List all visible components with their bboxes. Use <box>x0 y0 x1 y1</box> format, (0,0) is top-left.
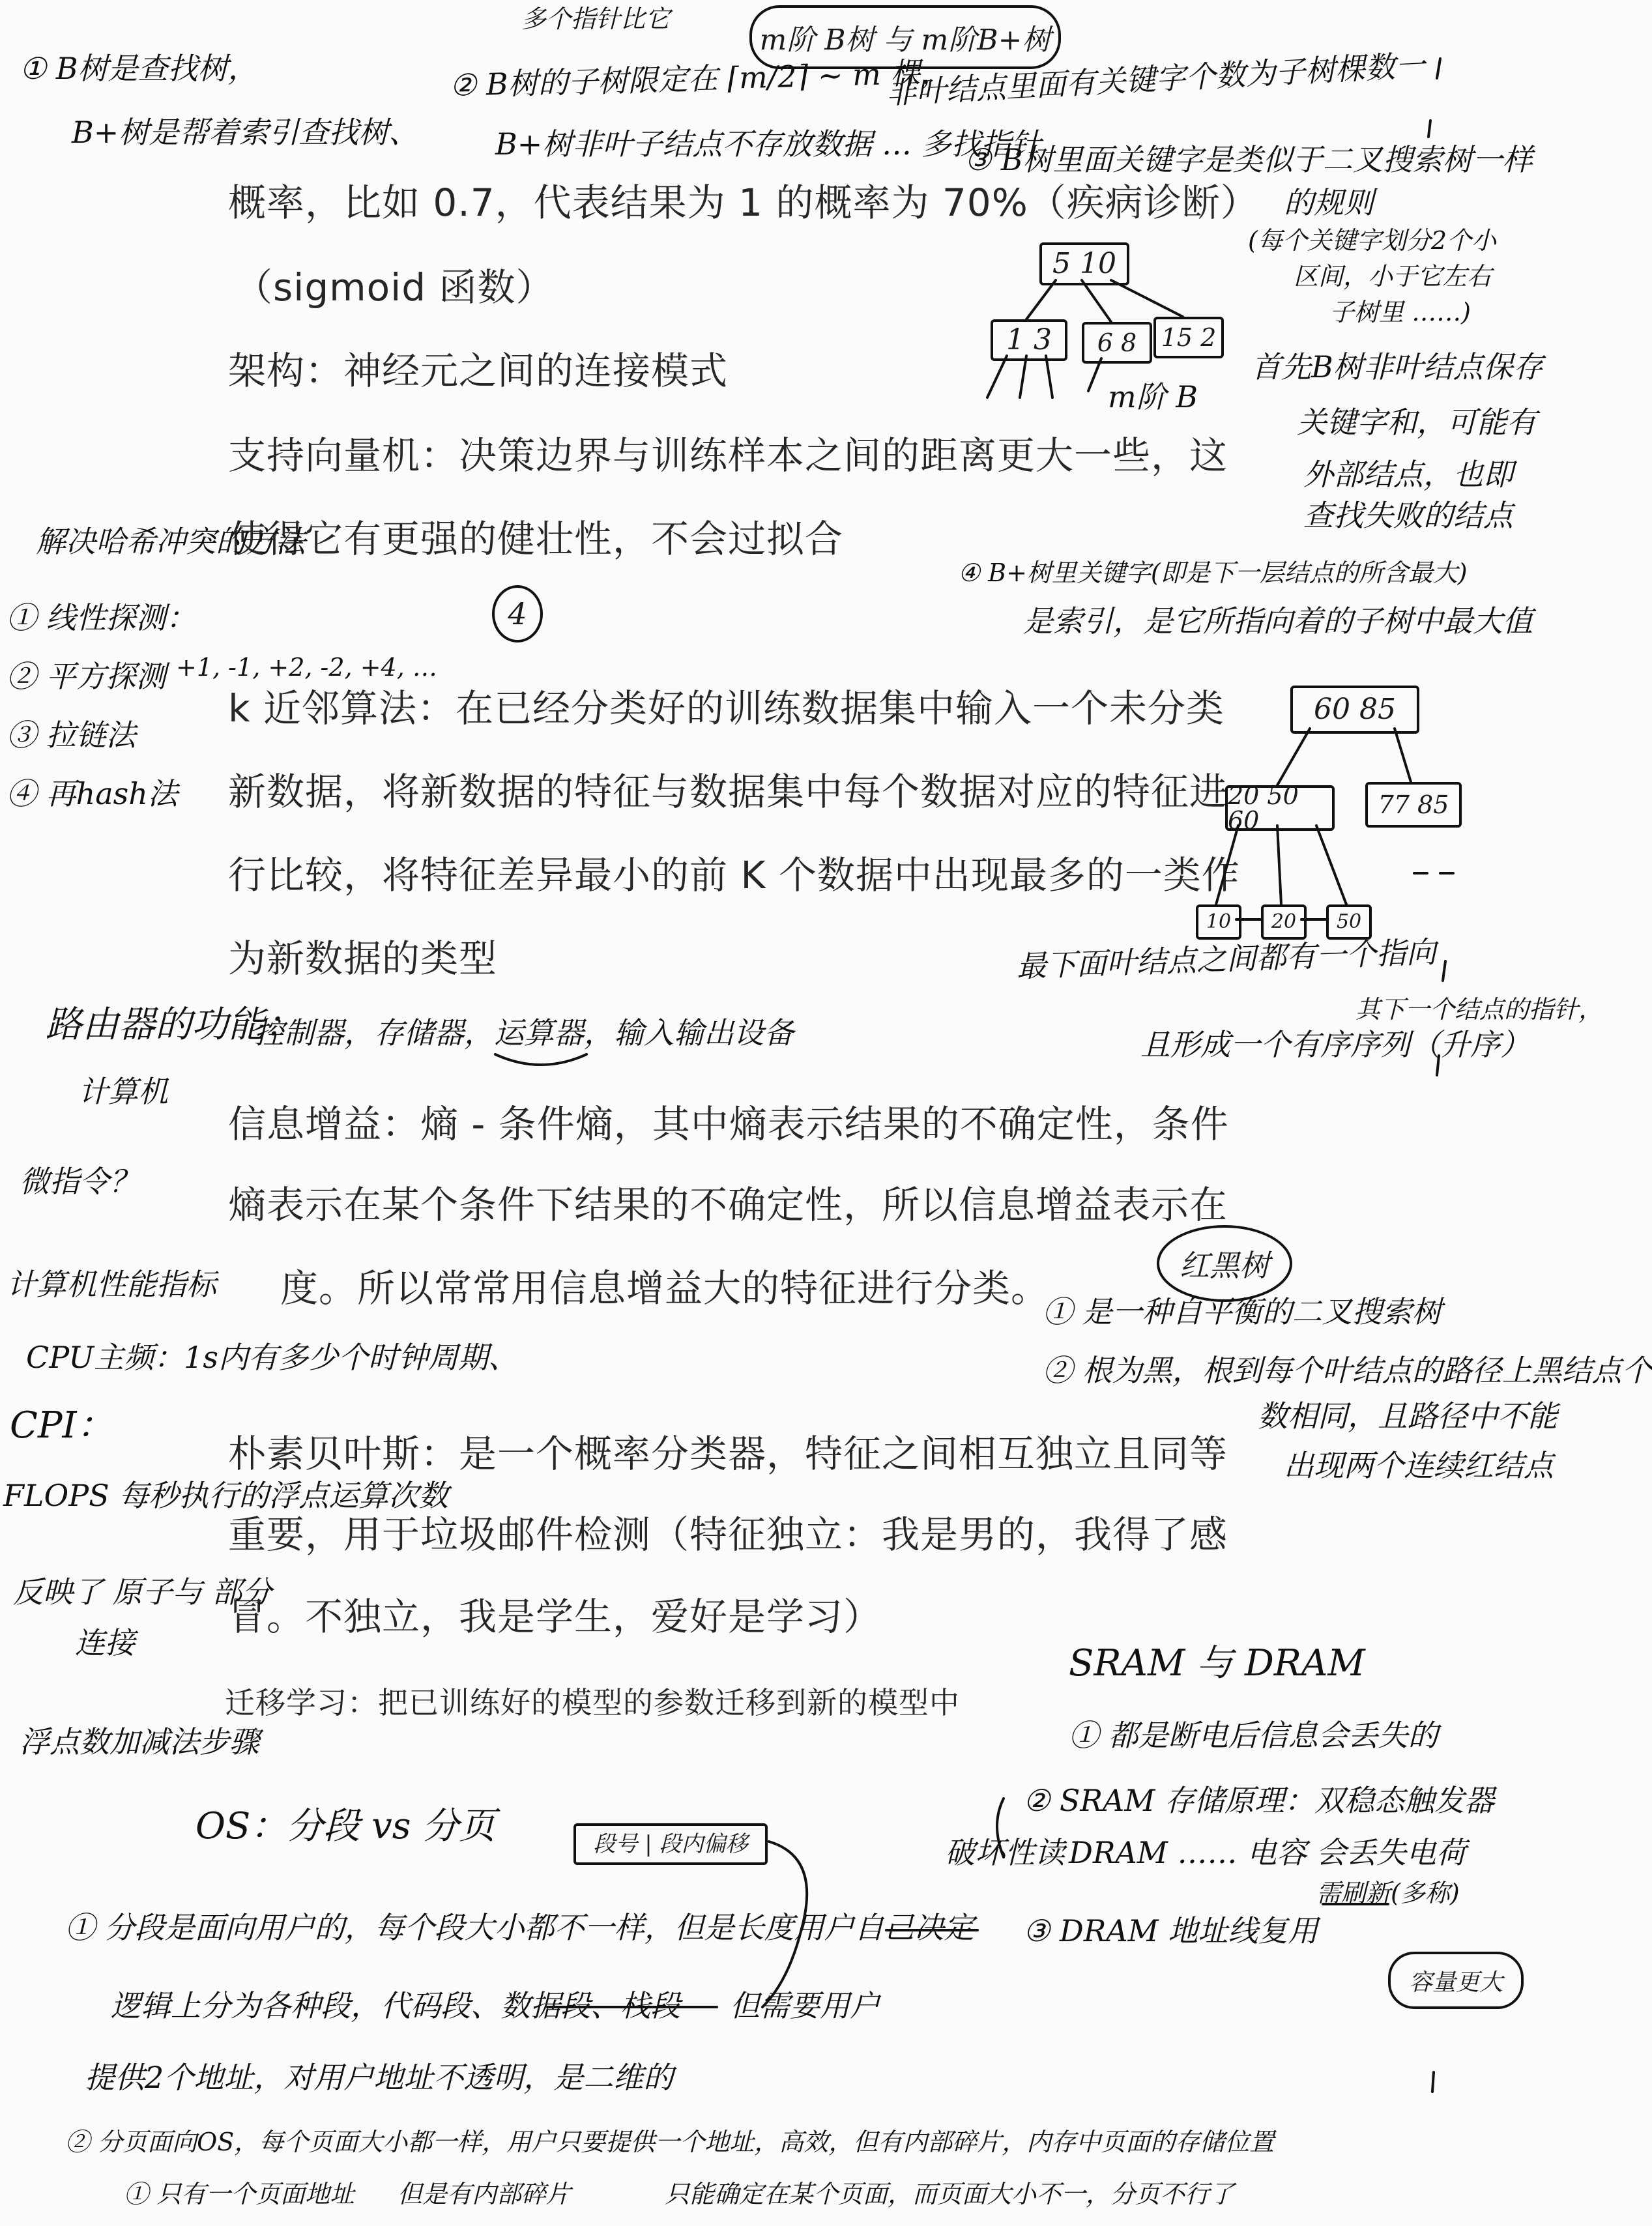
hw-hash-square: ② 平方探测 <box>7 659 166 694</box>
printed-line-svm-1: 支持向量机：决策边界与训练样本之间的距离更大一些，这 <box>228 433 1228 478</box>
hw-sram-1: ① 都是断电后信息会丢失的 <box>1069 1718 1438 1753</box>
printed-line-knn-1: k 近邻算法：在已经分类好的训练数据集中输入一个未分类 <box>228 686 1225 730</box>
hw-rbt-title: 红黑树 <box>1157 1225 1292 1302</box>
printed-line-architecture: 架构：神经元之间的连接模式 <box>228 349 729 393</box>
hw-os-segment-4: 提供2个地址，对用户地址不透明，是二维的 <box>85 2060 674 2095</box>
hw-cpu-frequency: CPU主频：1s内有多少个时钟周期、 <box>26 1340 518 1375</box>
hw-os-page-4: 只能确定在某个页面，而页面大小不一，分页不行了 <box>665 2180 1235 2208</box>
hw-btree-leaf-note-1: 首先B树非叶结点保存 <box>1251 349 1543 384</box>
hw-sram-2: ② SRAM 存储原理：双稳态触发器 <box>1023 1783 1494 1818</box>
hw-perf-metrics: 计算机性能指标 <box>7 1267 216 1302</box>
hw-btree-leaf-note-2: 关键字和，可能有 <box>1297 405 1537 440</box>
hw-hash-chain: ③ 拉链法 <box>7 717 136 753</box>
hw-float-add: 浮点数加减法步骤 <box>20 1724 259 1759</box>
hw-circled-title: m阶 B树 与 m阶B+树 <box>749 5 1061 69</box>
hw-rule-word: 的规则 <box>1284 185 1374 220</box>
hw-sram-note: 破坏性读 <box>945 1835 1065 1870</box>
hw-btree-1: ① B树是查找树， <box>20 51 258 86</box>
hw-keyword-range-2: 区间，小于它左右 <box>1294 262 1492 291</box>
hw-sram-title: SRAM 与 DRAM <box>1069 1642 1365 1684</box>
hw-caption-pointers: 多个指针比它 <box>521 5 671 33</box>
btree-node-right: 15 2 <box>1153 317 1224 358</box>
hw-bplus-leaf-link-2: 其下一个结点的指针， <box>1355 995 1604 1024</box>
hw-sram-3: DRAM …… 电容 会丢失电荷 <box>1069 1835 1466 1870</box>
printed-line-knn-4: 为新数据的类型 <box>228 936 498 981</box>
printed-line-naive-bayes-3: 冒。不独立，我是学生，爱好是学习） <box>228 1595 882 1639</box>
hw-btree-2: B+树是帮着索引查找树、 <box>72 115 419 150</box>
hw-hash-rehash: ④ 再hash法 <box>7 776 178 811</box>
hw-rbt-4: 出现两个连续红结点 <box>1284 1448 1554 1483</box>
hw-os-segment-2: 逻辑上分为各种段，代码段、数据段、栈段 <box>111 1988 680 2023</box>
hw-os-address-box: 段号 | 段内偏移 <box>573 1823 768 1865</box>
bplus-leaf-2: 20 <box>1261 904 1307 940</box>
printed-line-naive-bayes-2: 重要，用于垃圾邮件检测（特征独立：我是男的，我得了感 <box>228 1512 1228 1557</box>
hw-os-page-2: ① 只有一个页面地址 <box>124 2180 355 2208</box>
btree-root-node: 5 10 <box>1039 242 1129 285</box>
printed-line-transfer-learning: 迁移学习：把已训练好的模型的参数迁移到新的模型中 <box>225 1685 960 1720</box>
printed-line-sigmoid: （sigmoid 函数） <box>235 265 555 310</box>
hw-cpi: CPI： <box>10 1404 113 1447</box>
hw-rbt-2: ② 根为黑，根到每个叶结点的路径上黑结点个 <box>1043 1353 1652 1388</box>
printed-line-knn-3: 行比较，将特征差异最小的前 K 个数据中出现最多的一类作 <box>228 853 1240 897</box>
bplus-leaf-3: 50 <box>1326 904 1372 940</box>
printed-line-knn-2: 新数据，将新数据的特征与数据集中每个数据对应的特征进 <box>228 770 1228 814</box>
hw-btree-leaf-note-3: 外部结点，也即 <box>1303 457 1513 492</box>
hw-router-components: 控制器，存储器，运算器，输入输出设备 <box>254 1015 794 1050</box>
hw-sram-4: 需刷新(多称) <box>1316 1879 1460 1907</box>
hw-btree-leaf-note-4: 查找失败的结点 <box>1303 498 1513 533</box>
hw-cpi-note-2: 连接 <box>75 1625 135 1660</box>
printed-line-svm-2: 使得它有更强的健壮性，不会过拟合 <box>228 517 844 561</box>
hw-rbt-3: 数相同，且路径中不能 <box>1258 1398 1558 1434</box>
hw-bplus-keyword-1: ④ B+树里关键字(即是下一层结点的所含最大) <box>958 558 1468 587</box>
printed-line-naive-bayes-1: 朴素贝叶斯：是一个概率分类器，特征之间相互独立且同等 <box>228 1432 1228 1476</box>
hw-bplus-leaf-link-3: 且形成一个有序序列（升序） <box>1140 1027 1530 1062</box>
hw-keyword-count: 非叶结点里面有关键字个数为子树棵数一 <box>885 47 1427 111</box>
hw-flops: FLOPS 每秒执行的浮点运算次数 <box>3 1478 449 1513</box>
hw-os-segment-3: 但需要用户 <box>730 1988 880 2023</box>
hw-bplus-leaf-link-1: 最下面叶结点之间都有一个指向 <box>1016 934 1437 984</box>
hw-bplus-keyword-2: 是索引，是它所指向着的子树中最大值 <box>1023 603 1533 639</box>
hw-rbt-1: ① 是一种自平衡的二叉搜索树 <box>1043 1294 1442 1329</box>
hw-btree-bst-rule: ③ B树里面关键字是类似于二叉搜索树一样 <box>964 142 1533 177</box>
printed-line-info-gain-1: 信息增益：熵 - 条件熵，其中熵表示结果的不确定性，条件 <box>228 1102 1229 1146</box>
hw-bplus-nonleaf: B+树非叶子结点不存放数据 … 多找指针 <box>495 126 1041 162</box>
hw-square-sequence: +1, -1, +2, -2, +4, … <box>176 653 437 682</box>
hw-sram-5: ③ DRAM 地址线复用 <box>1023 1913 1318 1948</box>
bplus-node-right: 77 85 <box>1365 782 1462 828</box>
hw-os-page-1: ② 分页面向OS，每个页面大小都一样，用户只要提供一个地址，高效，但有内部碎片，内存中页面的存储位置 <box>65 2128 1275 2156</box>
bplus-root-node: 60 85 <box>1290 686 1419 734</box>
hw-circled-four: 4 <box>492 585 543 643</box>
hw-hash-linear: ① 线性探测： <box>7 600 196 635</box>
btree-node-mid: 6 8 <box>1082 322 1152 364</box>
bplus-leaf-1: 10 <box>1196 904 1241 940</box>
hw-os-title: OS：分段 vs 分页 <box>196 1805 496 1847</box>
hw-hash-title: 解决哈希冲突的方法 <box>36 524 306 559</box>
printed-line-probability: 概率，比如 0.7，代表结果为 1 的概率为 70%（疾病诊断） <box>228 181 1259 225</box>
hw-os-page-3: 但是有内部碎片 <box>398 2180 572 2208</box>
printed-line-info-gain-2: 熵表示在某个条件下结果的不确定性，所以信息增益表示在 <box>228 1183 1228 1227</box>
hw-btree-caption: m阶 B <box>1108 379 1198 414</box>
hw-keyword-range-1: (每个关键字划分2个小 <box>1248 226 1497 255</box>
hw-cpi-note-1: 反映了 原子与 部分 <box>13 1574 272 1610</box>
hw-router-computer: 计算机 <box>78 1074 168 1109</box>
hw-sram-circled: 容量更大 <box>1388 1952 1524 2009</box>
btree-node-left: 1 3 <box>991 319 1067 361</box>
hw-microinstruction: 微指令？ <box>20 1164 139 1199</box>
hw-btree-subtree-range: ② B树的子树限定在 ⌈m/2⌉ ~ m 棵， <box>449 54 951 103</box>
printed-line-info-gain-3: 度。所以常常用信息增益大的特征进行分类。 <box>280 1266 1050 1310</box>
hw-keyword-range-3: 子树里 ……) <box>1329 298 1471 326</box>
bplus-node-left: 20 50 60 <box>1225 785 1335 831</box>
hw-router-title: 路由器的功能： <box>46 1004 301 1046</box>
hw-os-segment-1: ① 分段是面向用户的，每个段大小都不一样，但是长度用户自己决定 <box>65 1910 974 1945</box>
